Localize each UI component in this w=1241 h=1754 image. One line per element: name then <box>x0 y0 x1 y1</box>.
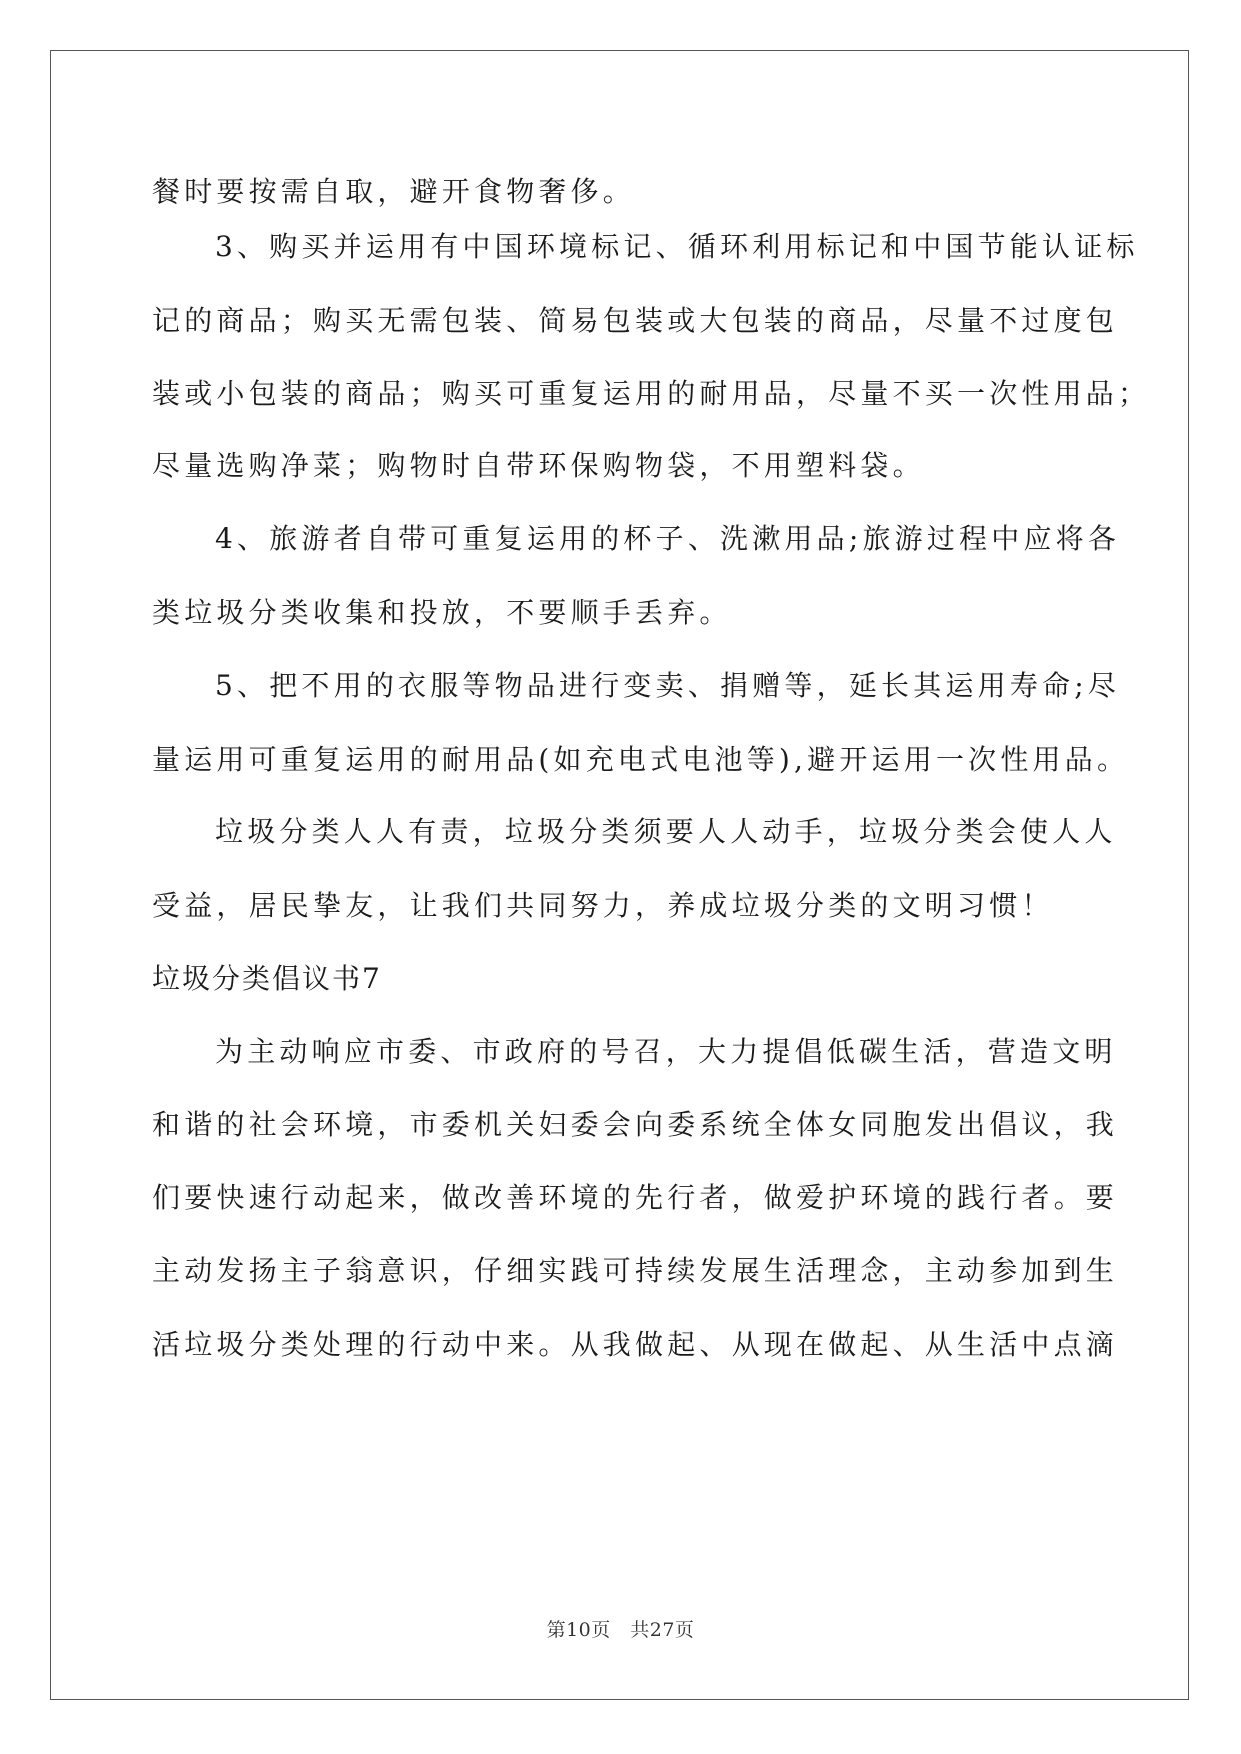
page-border <box>50 50 1189 1700</box>
body-text-line: 4、旅游者自带可重复运用的杯子、洗漱用品;旅游过程中应将各 <box>215 522 1121 555</box>
body-text-line: 受益，居民挚友，让我们共同努力，养成垃圾分类的文明习惯！ <box>152 889 1054 922</box>
body-text-line: 5、把不用的衣服等物品进行变卖、捐赠等，延长其运用寿命;尽 <box>215 669 1121 702</box>
body-text-line: 装或小包装的商品；购买可重复运用的耐用品，尽量不买一次性用品； <box>152 377 1151 410</box>
body-text-line: 主动发扬主子翁意识，仔细实践可持续发展生活理念，主动参加到生 <box>152 1254 1119 1287</box>
body-text-line: 垃圾分类人人有责，垃圾分类须要人人动手，垃圾分类会使人人 <box>215 815 1117 848</box>
body-text-line: 为主动响应市委、市政府的号召，大力提倡低碳生活，营造文明 <box>215 1035 1117 1068</box>
body-text-line: 活垃圾分类处理的行动中来。从我做起、从现在做起、从生活中点滴 <box>152 1328 1119 1361</box>
body-text-line: 们要快速行动起来，做改善环境的先行者，做爱护环境的践行者。要 <box>152 1181 1119 1214</box>
body-text-line: 餐时要按需自取，避开食物奢侈。 <box>152 175 636 208</box>
body-text-line: 3、购买并运用有中国环境标记、循环利用标记和中国节能认证标 <box>215 230 1139 263</box>
body-text-line: 和谐的社会环境，市委机关妇委会向委系统全体女同胞发出倡议，我 <box>152 1108 1119 1141</box>
body-text-line: 量运用可重复运用的耐用品(如充电式电池等),避开运用一次性用品。 <box>152 743 1130 776</box>
body-text-line: 记的商品；购买无需包装、简易包装或大包装的商品，尽量不过度包 <box>152 304 1119 337</box>
section-heading: 垃圾分类倡议书7 <box>152 962 382 995</box>
body-text-line: 类垃圾分类收集和投放，不要顺手丢弃。 <box>152 596 732 629</box>
body-text-line: 尽量选购净菜；购物时自带环保购物袋，不用塑料袋。 <box>152 449 925 482</box>
page-number-footer: 第10页 共27页 <box>546 1619 695 1641</box>
